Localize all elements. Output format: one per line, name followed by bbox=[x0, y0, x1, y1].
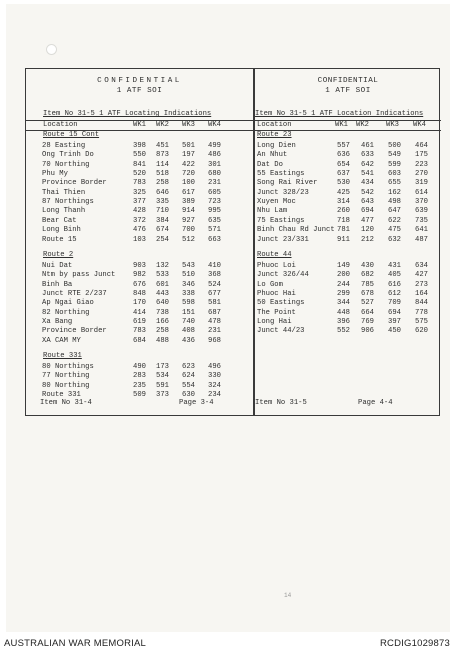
week-1-cell: 244 bbox=[337, 280, 350, 289]
location-cell: Bear Cat bbox=[42, 216, 77, 225]
location-cell: Junct 44/23 bbox=[257, 327, 305, 336]
section-title: Route 331 bbox=[43, 352, 82, 360]
week-3-cell: 408 bbox=[182, 327, 195, 336]
table-row bbox=[255, 227, 441, 235]
week-1-cell: 676 bbox=[133, 280, 146, 289]
week-4-cell: 319 bbox=[415, 179, 428, 188]
week-2-cell: 527 bbox=[361, 299, 374, 308]
week-1-cell: 235 bbox=[133, 381, 146, 390]
week-1-cell: 841 bbox=[133, 160, 146, 169]
location-cell: Phu My bbox=[42, 170, 68, 179]
table-row bbox=[255, 272, 441, 280]
week-3-cell: 436 bbox=[182, 336, 195, 345]
week-3-cell: 151 bbox=[182, 308, 195, 317]
week-4-cell: 164 bbox=[415, 289, 428, 298]
week-3-cell: 630 bbox=[182, 391, 195, 400]
location-cell: 82 Northing bbox=[42, 308, 90, 317]
week-3-cell: 450 bbox=[388, 327, 401, 336]
location-cell: 80 Northing bbox=[42, 381, 90, 390]
week-2-cell: 873 bbox=[156, 151, 169, 160]
week-2-cell: 488 bbox=[156, 336, 169, 345]
week-3-cell: 397 bbox=[388, 317, 401, 326]
week-4-cell: 231 bbox=[208, 179, 221, 188]
week-1-cell: 170 bbox=[133, 299, 146, 308]
week-3-cell: 197 bbox=[182, 151, 195, 160]
location-cell: 70 Northing bbox=[42, 160, 90, 169]
week-1-cell: 425 bbox=[337, 188, 350, 197]
week-1-cell: 448 bbox=[337, 308, 350, 317]
col-location: Location bbox=[43, 121, 78, 129]
table-row bbox=[26, 291, 253, 299]
week-3-cell: 927 bbox=[182, 216, 195, 225]
table-row bbox=[26, 328, 253, 336]
week-3-cell: 622 bbox=[388, 216, 401, 225]
page-number: Page 4-4 bbox=[358, 399, 393, 407]
week-4-cell: 995 bbox=[208, 207, 221, 216]
week-2-cell: 640 bbox=[156, 299, 169, 308]
table-row bbox=[26, 300, 253, 308]
week-3-cell: 422 bbox=[182, 160, 195, 169]
item-header: Item No 31-5 1 ATF Location Indications bbox=[255, 110, 424, 118]
week-4-cell: 427 bbox=[415, 271, 428, 280]
week-3-cell: 616 bbox=[388, 280, 401, 289]
week-4-cell: 641 bbox=[415, 226, 428, 235]
table-row bbox=[26, 263, 253, 271]
unit-label: 1 ATF SOI bbox=[325, 87, 371, 95]
week-4-cell: 368 bbox=[208, 271, 221, 280]
week-2-cell: 120 bbox=[361, 226, 374, 235]
right-panel bbox=[255, 69, 441, 415]
location-cell: The Point bbox=[257, 308, 296, 317]
week-1-cell: 398 bbox=[133, 142, 146, 150]
week-3-cell: 510 bbox=[182, 271, 195, 280]
week-2-cell: 682 bbox=[361, 271, 374, 280]
week-4-cell: 635 bbox=[208, 216, 221, 225]
col-wk4: WK4 bbox=[413, 121, 426, 129]
week-2-cell: 434 bbox=[361, 179, 374, 188]
week-1-cell: 654 bbox=[337, 160, 350, 169]
week-2-cell: 542 bbox=[361, 188, 374, 197]
location-cell: Phuoc Loi bbox=[257, 261, 296, 270]
week-4-cell: 524 bbox=[208, 280, 221, 289]
table-row bbox=[26, 373, 253, 381]
location-cell: Route 15 bbox=[42, 235, 77, 244]
week-4-cell: 270 bbox=[415, 170, 428, 179]
table-row bbox=[255, 143, 441, 151]
location-cell: Ong Trinh Do bbox=[42, 151, 94, 160]
table-row bbox=[26, 383, 253, 391]
week-2-cell: 646 bbox=[156, 188, 169, 197]
week-2-cell: 533 bbox=[156, 271, 169, 280]
location-cell: 28 Easting bbox=[42, 142, 86, 150]
week-2-cell: 664 bbox=[361, 308, 374, 317]
week-3-cell: 346 bbox=[182, 280, 195, 289]
item-header: Item No 31-5 1 ATF Locating Indications bbox=[43, 110, 212, 118]
week-4-cell: 478 bbox=[208, 317, 221, 326]
week-1-cell: 314 bbox=[337, 198, 350, 207]
location-cell: Nhu Lam bbox=[257, 207, 288, 216]
week-4-cell: 844 bbox=[415, 299, 428, 308]
location-cell: Province Border bbox=[42, 327, 107, 336]
week-2-cell: 601 bbox=[156, 280, 169, 289]
week-3-cell: 405 bbox=[388, 271, 401, 280]
week-4-cell: 571 bbox=[208, 226, 221, 235]
week-2-cell: 373 bbox=[156, 391, 169, 400]
week-3-cell: 709 bbox=[388, 299, 401, 308]
location-cell: Nui Dat bbox=[42, 261, 73, 270]
table-row bbox=[255, 263, 441, 271]
week-1-cell: 509 bbox=[133, 391, 146, 400]
week-4-cell: 273 bbox=[415, 280, 428, 289]
week-1-cell: 848 bbox=[133, 289, 146, 298]
week-2-cell: 477 bbox=[361, 216, 374, 225]
week-1-cell: 414 bbox=[133, 308, 146, 317]
week-2-cell: 633 bbox=[361, 151, 374, 160]
week-3-cell: 623 bbox=[182, 363, 195, 371]
week-1-cell: 637 bbox=[337, 170, 350, 179]
table-row bbox=[26, 143, 253, 151]
location-cell: Phuoc Hai bbox=[257, 289, 296, 298]
week-3-cell: 554 bbox=[182, 381, 195, 390]
location-cell: Song Rai River bbox=[257, 179, 318, 188]
table-row bbox=[255, 208, 441, 216]
week-3-cell: 598 bbox=[182, 299, 195, 308]
week-1-cell: 552 bbox=[337, 327, 350, 336]
table-row bbox=[26, 319, 253, 327]
location-cell: Province Border bbox=[42, 179, 107, 188]
week-4-cell: 778 bbox=[415, 308, 428, 317]
week-4-cell: 175 bbox=[415, 151, 428, 160]
col-wk1: WK1 bbox=[335, 121, 348, 129]
week-2-cell: 643 bbox=[361, 198, 374, 207]
table-row bbox=[255, 171, 441, 179]
week-2-cell: 785 bbox=[361, 280, 374, 289]
week-1-cell: 619 bbox=[133, 317, 146, 326]
week-4-cell: 370 bbox=[415, 198, 428, 207]
location-cell: Ap Ngai Giao bbox=[42, 299, 94, 308]
location-cell: 80 Northings bbox=[42, 363, 94, 371]
week-1-cell: 476 bbox=[133, 226, 146, 235]
location-cell: Long Thanh bbox=[42, 207, 86, 216]
location-cell: Junct RTE 2/237 bbox=[42, 289, 107, 298]
location-cell: Long Dien bbox=[257, 142, 296, 150]
table-row bbox=[26, 190, 253, 198]
item-number: Item No 31-4 bbox=[40, 399, 92, 407]
week-1-cell: 396 bbox=[337, 317, 350, 326]
week-1-cell: 260 bbox=[337, 207, 350, 216]
location-cell: 75 Eastings bbox=[257, 216, 305, 225]
week-1-cell: 783 bbox=[133, 327, 146, 336]
week-4-cell: 464 bbox=[415, 142, 428, 150]
week-2-cell: 451 bbox=[156, 142, 169, 150]
table-row bbox=[255, 319, 441, 327]
week-4-cell: 634 bbox=[415, 261, 428, 270]
record-id: RCDIG1029873 bbox=[380, 638, 450, 649]
week-4-cell: 223 bbox=[415, 160, 428, 169]
table-row bbox=[26, 364, 253, 372]
classification-label: CONFIDENTIAL bbox=[97, 77, 182, 85]
week-4-cell: 605 bbox=[208, 188, 221, 197]
week-3-cell: 100 bbox=[182, 179, 195, 188]
week-4-cell: 301 bbox=[208, 160, 221, 169]
col-wk4: WK4 bbox=[208, 121, 221, 129]
left-panel bbox=[26, 69, 253, 415]
week-2-cell: 114 bbox=[156, 160, 169, 169]
week-2-cell: 678 bbox=[361, 289, 374, 298]
table-row bbox=[26, 282, 253, 290]
week-2-cell: 906 bbox=[361, 327, 374, 336]
table-row bbox=[255, 152, 441, 160]
table-row bbox=[255, 237, 441, 245]
week-4-cell: 234 bbox=[208, 391, 221, 400]
location-cell: Junct 23/331 bbox=[257, 235, 309, 244]
week-3-cell: 700 bbox=[182, 226, 195, 235]
location-cell: Xa Bang bbox=[42, 317, 73, 326]
table-row bbox=[26, 237, 253, 245]
week-3-cell: 914 bbox=[182, 207, 195, 216]
week-4-cell: 687 bbox=[208, 308, 221, 317]
week-1-cell: 149 bbox=[337, 261, 350, 270]
week-2-cell: 443 bbox=[156, 289, 169, 298]
week-3-cell: 500 bbox=[388, 142, 401, 150]
week-3-cell: 720 bbox=[182, 170, 195, 179]
week-3-cell: 501 bbox=[182, 142, 195, 150]
week-3-cell: 612 bbox=[388, 289, 401, 298]
table-row bbox=[255, 199, 441, 207]
week-2-cell: 430 bbox=[361, 261, 374, 270]
week-3-cell: 740 bbox=[182, 317, 195, 326]
week-2-cell: 738 bbox=[156, 308, 169, 317]
page-number: Page 3-4 bbox=[179, 399, 214, 407]
week-3-cell: 389 bbox=[182, 198, 195, 207]
section-title: Route 15 Cont bbox=[43, 131, 100, 139]
table-row bbox=[26, 199, 253, 207]
table-row bbox=[26, 208, 253, 216]
week-4-cell: 496 bbox=[208, 363, 221, 371]
week-3-cell: 617 bbox=[182, 188, 195, 197]
week-2-cell: 335 bbox=[156, 198, 169, 207]
soi-frame bbox=[25, 68, 440, 416]
week-3-cell: 498 bbox=[388, 198, 401, 207]
week-2-cell: 258 bbox=[156, 179, 169, 188]
week-2-cell: 173 bbox=[156, 363, 169, 371]
location-cell: 55 Eastings bbox=[257, 170, 305, 179]
source-label: AUSTRALIAN WAR MEMORIAL bbox=[4, 638, 147, 649]
week-1-cell: 428 bbox=[133, 207, 146, 216]
classification-label: CONFIDENTIAL bbox=[317, 77, 379, 85]
table-row bbox=[26, 218, 253, 226]
table-row bbox=[26, 272, 253, 280]
week-4-cell: 680 bbox=[208, 170, 221, 179]
table-row bbox=[255, 328, 441, 336]
week-2-cell: 642 bbox=[361, 160, 374, 169]
week-4-cell: 663 bbox=[208, 235, 221, 244]
week-1-cell: 200 bbox=[337, 271, 350, 280]
week-3-cell: 512 bbox=[182, 235, 195, 244]
week-3-cell: 338 bbox=[182, 289, 195, 298]
location-cell: Binh Chau Rd Junct bbox=[257, 226, 335, 235]
week-2-cell: 461 bbox=[361, 142, 374, 150]
week-2-cell: 534 bbox=[156, 372, 169, 381]
week-1-cell: 911 bbox=[337, 235, 350, 244]
week-3-cell: 599 bbox=[388, 160, 401, 169]
week-2-cell: 254 bbox=[156, 235, 169, 244]
table-row bbox=[26, 162, 253, 170]
week-1-cell: 299 bbox=[337, 289, 350, 298]
week-4-cell: 231 bbox=[208, 327, 221, 336]
section-title: Route 23 bbox=[257, 131, 292, 139]
week-1-cell: 557 bbox=[337, 142, 350, 150]
week-2-cell: 384 bbox=[156, 216, 169, 225]
item-number: Item No 31-5 bbox=[255, 399, 307, 407]
table-row bbox=[255, 218, 441, 226]
week-2-cell: 258 bbox=[156, 327, 169, 336]
week-4-cell: 723 bbox=[208, 198, 221, 207]
week-2-cell: 166 bbox=[156, 317, 169, 326]
week-1-cell: 530 bbox=[337, 179, 350, 188]
week-1-cell: 718 bbox=[337, 216, 350, 225]
week-4-cell: 639 bbox=[415, 207, 428, 216]
week-1-cell: 283 bbox=[133, 372, 146, 381]
week-4-cell: 735 bbox=[415, 216, 428, 225]
week-4-cell: 620 bbox=[415, 327, 428, 336]
col-wk1: WK1 bbox=[133, 121, 146, 129]
table-row bbox=[255, 310, 441, 318]
table-row bbox=[255, 282, 441, 290]
table-row bbox=[26, 338, 253, 346]
pencil-page-mark: 14 bbox=[284, 592, 292, 599]
week-3-cell: 543 bbox=[182, 261, 195, 270]
week-3-cell: 655 bbox=[388, 179, 401, 188]
week-4-cell: 614 bbox=[415, 188, 428, 197]
week-4-cell: 499 bbox=[208, 142, 221, 150]
table-row bbox=[26, 152, 253, 160]
week-4-cell: 324 bbox=[208, 381, 221, 390]
week-1-cell: 903 bbox=[133, 261, 146, 270]
section-title: Route 44 bbox=[257, 250, 292, 259]
location-cell: Long Hai bbox=[257, 317, 292, 326]
week-2-cell: 674 bbox=[156, 226, 169, 235]
week-4-cell: 581 bbox=[208, 299, 221, 308]
week-1-cell: 372 bbox=[133, 216, 146, 225]
location-cell: Junct 328/23 bbox=[257, 188, 309, 197]
week-3-cell: 632 bbox=[388, 235, 401, 244]
week-1-cell: 982 bbox=[133, 271, 146, 280]
week-4-cell: 487 bbox=[415, 235, 428, 244]
week-1-cell: 636 bbox=[337, 151, 350, 160]
location-cell: Long Binh bbox=[42, 226, 81, 235]
week-4-cell: 330 bbox=[208, 372, 221, 381]
week-3-cell: 603 bbox=[388, 170, 401, 179]
table-row bbox=[26, 180, 253, 188]
week-2-cell: 769 bbox=[361, 317, 374, 326]
table-row bbox=[255, 190, 441, 198]
week-4-cell: 677 bbox=[208, 289, 221, 298]
col-wk2: WK2 bbox=[156, 121, 169, 129]
location-cell: Thai Thien bbox=[42, 188, 86, 197]
table-row bbox=[255, 300, 441, 308]
location-cell: Lo Gom bbox=[257, 280, 283, 289]
week-2-cell: 541 bbox=[361, 170, 374, 179]
col-wk3: WK3 bbox=[182, 121, 195, 129]
week-3-cell: 162 bbox=[388, 188, 401, 197]
location-cell: XA CAM MY bbox=[42, 336, 81, 345]
location-cell: Binh Ba bbox=[42, 280, 73, 289]
col-location: Location bbox=[257, 121, 292, 129]
week-1-cell: 103 bbox=[133, 235, 146, 244]
week-1-cell: 781 bbox=[337, 226, 350, 235]
week-3-cell: 475 bbox=[388, 226, 401, 235]
week-3-cell: 647 bbox=[388, 207, 401, 216]
week-4-cell: 575 bbox=[415, 317, 428, 326]
location-cell: An Nhut bbox=[257, 151, 288, 160]
table-row bbox=[26, 171, 253, 179]
table-row bbox=[255, 291, 441, 299]
week-1-cell: 325 bbox=[133, 188, 146, 197]
col-wk3: WK3 bbox=[386, 121, 399, 129]
week-1-cell: 550 bbox=[133, 151, 146, 160]
location-cell: Route 331 bbox=[42, 391, 81, 400]
week-2-cell: 132 bbox=[156, 261, 169, 270]
week-2-cell: 694 bbox=[361, 207, 374, 216]
week-1-cell: 377 bbox=[133, 198, 146, 207]
location-cell: 77 Northing bbox=[42, 372, 90, 381]
week-1-cell: 520 bbox=[133, 170, 146, 179]
col-wk2: WK2 bbox=[356, 121, 369, 129]
week-4-cell: 486 bbox=[208, 151, 221, 160]
table-row bbox=[26, 227, 253, 235]
week-3-cell: 694 bbox=[388, 308, 401, 317]
location-cell: Dat Do bbox=[257, 160, 283, 169]
week-3-cell: 549 bbox=[388, 151, 401, 160]
table-row bbox=[255, 180, 441, 188]
week-2-cell: 710 bbox=[156, 207, 169, 216]
week-3-cell: 624 bbox=[182, 372, 195, 381]
section-title: Route 2 bbox=[43, 250, 74, 259]
location-cell: Xuyen Moc bbox=[257, 198, 296, 207]
punch-hole bbox=[46, 44, 57, 55]
unit-label: 1 ATF SOI bbox=[116, 87, 163, 95]
table-row bbox=[26, 310, 253, 318]
week-3-cell: 431 bbox=[388, 261, 401, 270]
week-4-cell: 410 bbox=[208, 261, 221, 270]
week-2-cell: 591 bbox=[156, 381, 169, 390]
week-2-cell: 518 bbox=[156, 170, 169, 179]
table-row bbox=[255, 162, 441, 170]
week-1-cell: 783 bbox=[133, 179, 146, 188]
week-2-cell: 212 bbox=[361, 235, 374, 244]
location-cell: Ntm by pass Junct bbox=[42, 271, 116, 280]
week-1-cell: 684 bbox=[133, 336, 146, 345]
location-cell: 87 Northings bbox=[42, 198, 94, 207]
location-cell: Junct 326/44 bbox=[257, 271, 309, 280]
week-1-cell: 344 bbox=[337, 299, 350, 308]
week-1-cell: 490 bbox=[133, 363, 146, 371]
week-4-cell: 968 bbox=[208, 336, 221, 345]
location-cell: 50 Eastings bbox=[257, 299, 305, 308]
